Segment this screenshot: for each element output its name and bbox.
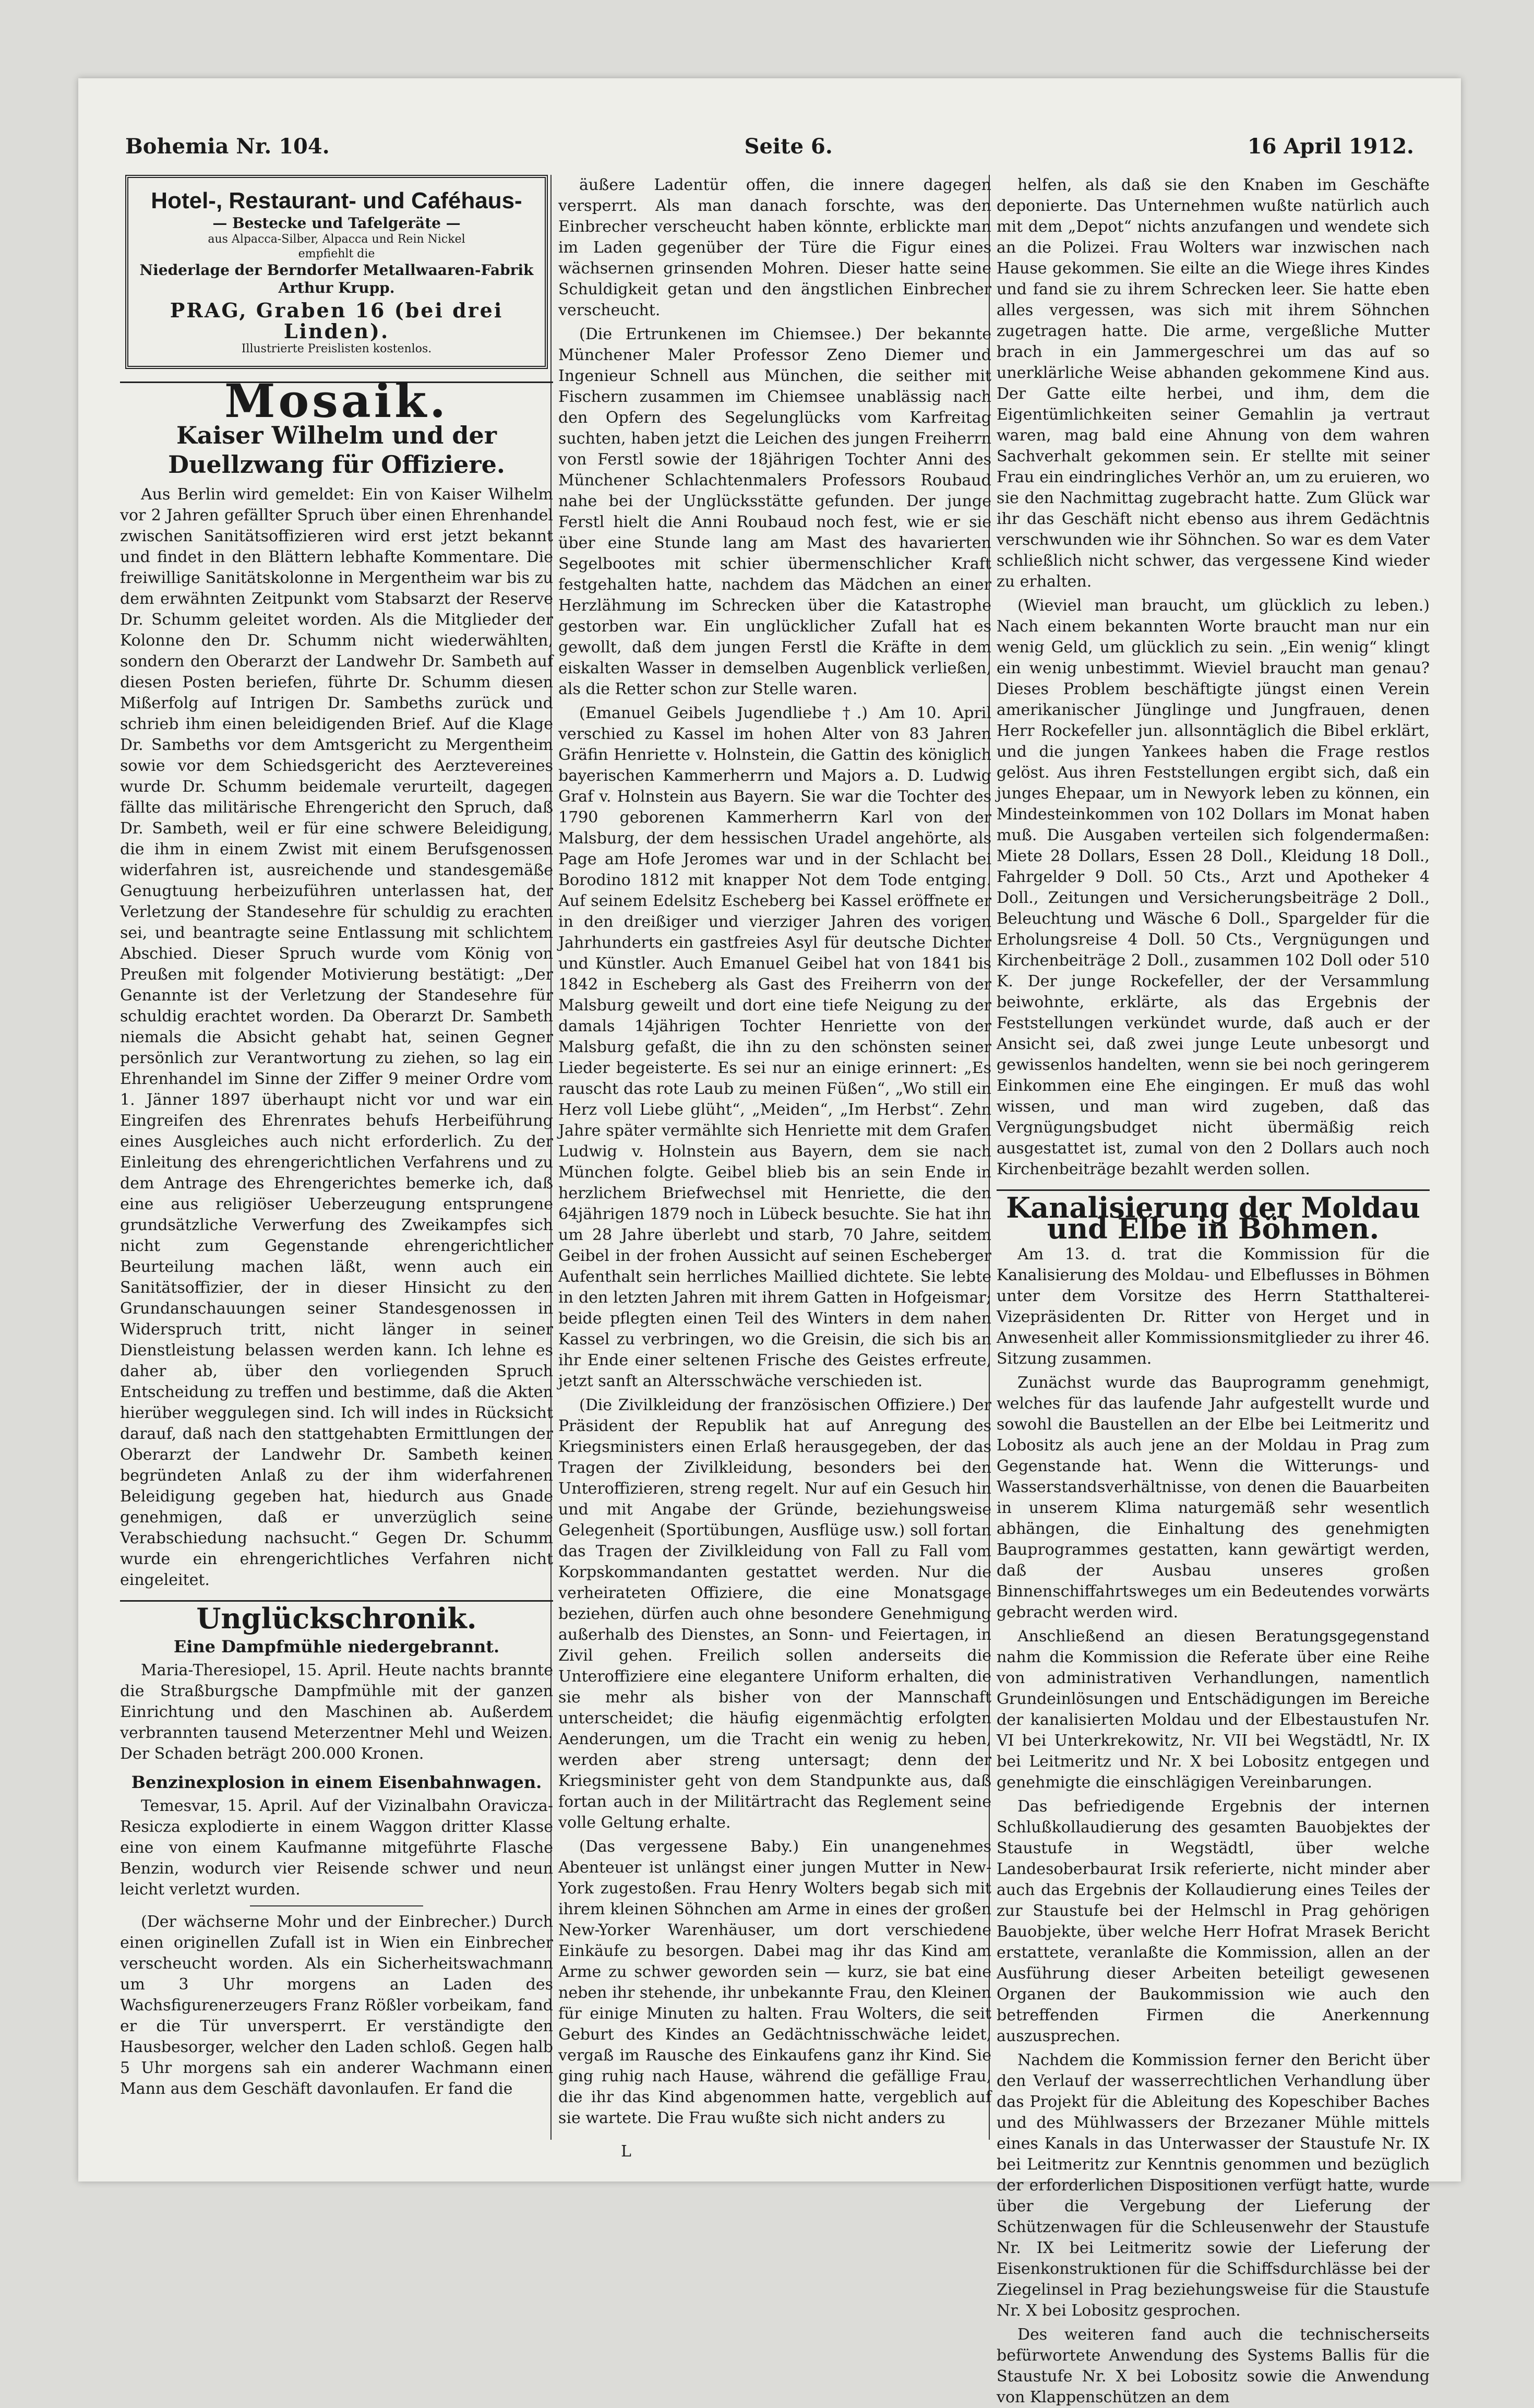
ad-subtitle: — Bestecke und Tafelgeräte — — [212, 214, 461, 232]
article-paragraph: Das befriedigende Ergebnis der internen Schlußkollaudierung des gesamten Bauobjektes der Staustufe in Wegstädtl, über welche Landesoberbaurat Irsik referierte, nicht minder aber auch das Ergebnis der Kollaudierung eines Teiles der zur Staustufe bei der Helmschl in Prag gehörigen Bauobjekte, über welche Herr Hofrat Mrasek Bericht erstattete, veranlaßte die Kommission, allen an der Ausführung dieser Arbeiten beteiligt gewesenen Organen der Baukommission wie auch den betreffenden Firmen die Anerkennung auszusprechen. — [997, 1797, 1430, 2045]
article-paragraph: Anschließend an diesen Beratungsgegenstand nahm die Kommission die Referate über eine Reihe von administrativen Verhandlungen, namentlich Grundeinlösungen und Entschädigungen im Bereiche der kanalisierten Moldau und der Elbestaustufen Nr. VI bei Unterkrekowitz, Nr. VII bei Wegstädtl, Nr. IX bei Leitmeritz und Nr. X bei Lobositz entgegen und genehmigte die einschlägigen Vereinbarungen. — [997, 1627, 1430, 1792]
article-paragraph: Maria-Theresiopel, 15. April. Heute nachts brannte die Straßburgsche Dampfmühle mit der ganzen Einrichtung und den Maschinen ab. Außerdem verbrannten tausend Meterzentner Mehl und Weizen. Der Schaden beträgt 200.000 Kronen. — [120, 1661, 553, 1763]
ad-title: Hotel-, Restaurant- und Caféhaus- — [151, 188, 522, 213]
footer-mark: L — [621, 2142, 631, 2161]
article-paragraph: Am 13. d. trat die Kommission für die Kanalisierung des Moldau- und Elbeflusses in Böhmen unter dem Vorsitze des Herrn Statthalterei-Vizepräsidenten Dr. Ritter von Herget und in Anwesenheit aller Kommissionsmitglieder zu ihrer 46. Sitzung zusammen. — [997, 1245, 1430, 1368]
article-title: Kanalisierung der Moldau und Elbe in Böhmen. — [997, 1189, 1430, 1239]
article-paragraph: (Wieviel man braucht, um glücklich zu leben.) Nach einem bekannten Worte braucht man nur ein wenig Geld, um glücklich zu sein. „Ein wenig“ klingt ein wenig unbestimmt. Wieviel braucht man genau? Dieses Problem beschäftigte jüngst einen Verein amerikanischer Jünglinge und Jungfrauen, denen Herr Rockefeller jun. allsonntäglich die Bibel erklärt, und die jungen Yankees haben die Frage restlos gelöst. Aus ihren Feststellungen ergibt sich, daß ein junges Ehepaar, um in Newyork leben zu können, ein Mindesteinkommen von 102 Dollars im Monat haben muß. Die Ausgaben verteilen sich folgendermaßen: Miete 28 Dollars, Essen 28 Doll., Kleidung 18 Doll., Fahrgelder 9 Doll. 50 Cts., Arzt und Apotheker 4 Doll., Zeitungen und Versicherungsbeiträge 2 Doll., Beleuchtung und Wäsche 6 Doll., Spargelder für die Erholungsreise 4 Doll. 50 Cts., Vergnügungen und Kirchenbeiträge 2 Doll., zusammen 102 Doll oder 510 K. Der junge Rockefeller, der der Versammlung beiwohnte, erklärte, als das Ergebnis der Feststellungen verkündet wurde, daß auch er der Ansicht sei, daß zwei junge Leute unbesorgt und gewissenlos handelten, wenn sie bei noch geringerem Einkommen eine Ehe eingingen. Er muß das wohl wissen, und man wird zugeben, daß das Vergnügungsbudget nicht übermäßig reich ausgestattet ist, zumal von den 2 Dollars auch noch Kirchenbeiträge bezahlt werden sollen. — [997, 597, 1430, 1178]
article-paragraph: (Die Ertrunkenen im Chiemsee.) Der bekannte Münchener Maler Professor Zeno Diemer und Ingenieur Schnell aus München, die seither mit Fischern zusammen im Chiemsee unablässig nach den Opfern des Segelunglücks vom Karfreitag suchten, haben jetzt die Leichen des jungen Freiherrn von Ferstl sowie der 18jährigen Tochter Anni des Münchener Schlachtenmalers Professors Roubaud nahe bei der Unglücksstätte gefunden. Der junge Ferstl hielt die Anni Roubaud noch fest, wie er sie über eine Stunde lang am Mast des havarierten Segelbootes mit schier übermenschlicher Kraft festgehalten hatte, nachdem das Mädchen an einer Herzlähmung im Schrecken über die Katastrophe gestorben war. Ein unglücklicher Zufall hat es gewollt, daß dem jungen Ferstl die Kräfte in dem eiskalten Wasser in demselben Augenblick verließen, als die Retter schon zur Stelle waren. — [558, 325, 991, 698]
newspaper-page — [78, 78, 1461, 2406]
article-paragraph: (Das vergessene Baby.) Ein unangenehmes Abenteuer ist unlängst einer jungen Mutter in New-York zugestoßen. Frau Henry Wolters begab sich mit ihrem kleinen Söhnchen am Arme in eines der großen New-Yorker Warenhäuser, um dort verschiedene Einkäufe zu besorgen. Dabei mag ihr das Kind am Arme zu schwer geworden sein — kurz, sie bat eine neben ihr stehende, ihr unbekannte Frau, den Kleinen für einige Minuten zu halten. Frau Wolters, die seit Geburt des Kindes an Gedächtnisschwäche leidet, vergaß im Rausche des Einkaufens ganz ihr Kind. Sie ging ruhig nach Hause, während die gefällige Frau, die ihr das Kind abgenommen hatte, vergeblich auf sie wartete. Die Frau wußte sich nicht anders zu — [558, 1838, 991, 2127]
masthead-left: Bohemia Nr. 104. — [125, 134, 330, 159]
ad-line: aus Alpacca-Silber, Alpacca und Rein Nickel — [208, 233, 465, 246]
article-paragraph: Aus Berlin wird gemeldet: Ein von Kaiser Wilhelm vor 2 Jahren gefällter Spruch über einen Ehrenhandel zwischen Sanitätsoffizieren wird erst jetzt bekannt und findet in den Blättern lebhafte Kommentare. Die freiwillige Sanitätskolonne in Mergentheim war bis zu dem erwähnten Zeitpunkt vom Stabsarzt der Reserve Dr. Schumm geleitet worden. Als die Mitglieder der Kolonne den Dr. Schumm nicht wiederwählten, sondern den Oberarzt der Landwehr Dr. Sambeth auf diesen Posten beriefen, führte Dr. Schumm diesen Mißerfolg auf Intrigen Dr. Sambeths zurück und schrieb ihm einen beleidigenden Brief. Auf die Klage Dr. Sambeths vor dem Amtsgericht zu Mergentheim sowie vor dem Schiedsgericht des Aerztevereines wurde Dr. Schumm beidemale verurteilt, dagegen fällte das militärische Ehrengericht den Spruch, daß Dr. Sambeth, weil er für eine schwere Beleidigung, die ihm in einem Zwist mit einem Berufsgenossen widerfahren ist, ausreichende und standesgemäße Genugtuung herbeizuführen unterlassen hat, der Verletzung der Standesehre für schuldig zu erachten sei, und beantragte seine Entlassung mit schlichtem Abschied. Dieser Spruch wurde vom König von Preußen mit folgender Motivierung bestätigt: „Der Genannte ist der Verletzung der Standesehre für schuldig erachtet worden. Da Oberarzt Dr. Sambeth niemals die Absicht gehabt hat, seinen Gegner persönlich zur Verantwortung zu ziehen, so lag ein Ehrenhandel im Sinne der Ziffer 9 meiner Ordre vom 1. Jänner 1897 überhaupt nicht vor und war ein Eingreifen des Ehrenrates behufs Herbeiführung eines Ausgleiches auch nicht erforderlich. Zu der Einleitung des ehrengerichtlichen Verfahrens und zu dem Antrage des Ehrengerichtes bemerke ich, daß eine aus religiöser Ueberzeugung entsprungene grundsätzliche Verwerfung des Zweikampfes sich nicht zum Gegenstande ehrengerichtlicher Beurteilung machen läßt, wenn auch ein Sanitätsoffizier, der in dieser Hinsicht zu den Grundanschauungen seiner Standesgenossen in Widerspruch tritt, nicht länger in seiner Dienstleistung belassen werden kann. Ich lehne es daher ab, über den vorliegenden Spruch Entscheidung zu treffen und bestimme, daß die Akten hierüber weggulegen sind. Ich will indes in Rücksicht darauf, daß nach den stattgehabten Ermittlungen der Oberarzt der Landwehr Dr. Sambeth keinen begründeten Anlaß zu der ihm widerfahrenen Beleidigung gegeben hat, hiedurch aus Gnade genehmigen, daß er unverzüglich seine Verabschiedung nachsucht.“ Gegen Dr. Schumm wurde ein ehrengerichtliches Verfahren nicht eingeleitet. — [120, 485, 553, 1589]
ad-address: PRAG, Graben 16 (bei drei Linden). — [170, 299, 504, 343]
chronicle-subtitle: Eine Dampfmühle niedergebrannt. — [173, 1637, 500, 1656]
ad-line: Niederlage der Berndorfer Metallwaaren-Fabrik Arthur Krupp. — [139, 261, 534, 296]
article-paragraph: (Der wächserne Mohr und der Einbrecher.) Durch einen originellen Zufall ist in Wien ein Einbrecher verscheucht worden. Als ein Sicherheitswachmann um 3 Uhr morgens an Laden des Wachsfigurenerzeugers Franz Rößler vorbeikam, fand er die Tür unversperrt. Er verständigte den Hausbesorger, welcher den Laden schloß. Gegen halb 5 Uhr morgens sah ein anderer Wachmann einen Mann aus dem Geschäft davonlaufen. Er fand die — [120, 1913, 553, 2098]
column-2 — [558, 175, 991, 2140]
article-paragraph: Temesvar, 15. April. Auf der Vizinalbahn Oravicza-Resicza explodierte in einem Waggon dritter Klasse eine von einem Kaufmanne mitgeführte Flasche Benzin, wodurch vier Reisende schwer und neun leicht verletzt wurden. — [120, 1797, 553, 1899]
advertisement-box — [125, 175, 548, 369]
page-number: Seite 6. — [744, 134, 833, 159]
article-paragraph: (Emanuel Geibels Jugendliebe †.) Am 10. April verschied zu Kassel im hohen Alter von 83 Jahren Gräfin Henriette v. Holnstein, die Gattin des königlich bayerischen Kammerherrn und Majors a. D. Ludwig Graf v. Holnstein aus Bayern. Sie war die Tochter des 1790 geborenen Kammerherrn Karl von der Malsburg, der dem hessischen Uradel angehörte, als Page am Hofe Jeromes war und in der Schlacht bei Borodino 1812 mit knapper Not dem Tode entging. Auf seinem Edelsitz Escheberg bei Kassel eröffnete er in den dreißiger und vierziger Jahren des vorigen Jahrhunderts ein gastfreies Asyl für deutsche Dichter und Künstler. Auch Emanuel Geibel hat von 1841 bis 1842 in Escheberg als Gast des Freiherrn von der Malsburg geweilt und dort eine tiefe Neigung zu der damals 14jährigen Tochter Henriette von der Malsburg gefaßt, die ihn zu den schönsten seiner Lieder begeisterte. Es sei nur an einige erinnert: „Es rauscht das rote Laub zu meinen Füßen“, „Wo still ein Herz voll Liebe glüht“, „Meiden“, „Im Herbst“. Zehn Jahre später vermählte sich Henriette mit dem Grafen Ludwig v. Holnstein aus Bayern, dem sie nach München folgte. Geibel blieb bis an sein Ende in herzlichem Briefwechsel mit Henriette, die den 64jährigen 1879 noch in Lübeck besuchte. Sie hat ihn um 28 Jahre überlebt und starb, 70 Jahre, seitdem Geibel in der frohen Aussicht auf seinen Escheberger Aufenthalt sein herrliches Maillied dichtete. Sie lebte in den letzten Jahren mit ihrem Gatten in Hofgeismar; beide pflegten einen Teil des Winters in dem nahen Kassel zu verbringen, wo die Greisin, die sich bis an ihr Ende einer seltenen Frische des Geistes erfreute, jetzt sanft an Altersschwäche verschieden ist. — [558, 704, 991, 1390]
column-1 — [120, 175, 553, 2140]
ad-line: Illustrierte Preislisten kostenlos. — [241, 342, 432, 355]
article-paragraph: (Die Zivilkleidung der französischen Offiziere.) Der Präsident der Republik hat auf Anregung des Kriegsministers einen Erlaß herausgegeben, der das Tragen der Zivilkleidung, besonders bei den Unteroffizieren, streng regelt. Nur auf ein Gesuch hin und mit Angabe der Gründe, beziehungsweise Gelegenheit (Sportübungen, Ausflüge usw.) soll fortan das Tragen der Zivilkleidung von Fall zu Fall vom Korpskommandanten gestattet werden. Nur die verheirateten Offiziere, die eine Monatsgage beziehen, dürfen auch ohne besondere Genehmigung außerhalb des Dienstes, an Sonn- und Feiertagen, in Zivil gehen. Freilich sollen anderseits die Unteroffiziere eine elegantere Uniform erhalten, die sie mehr als bisher von der Mannschaft unterscheidet; die häufig eigenmächtig erfolgten Aenderungen, um die Tracht ein wenig zu heben, werden aber streng untersagt; denn der Kriegsminister geht von dem Standpunkte aus, daß fortan auch in der Militärtracht das Reglement seine volle Geltung erhalte. — [558, 1396, 991, 1832]
page-header — [125, 128, 1414, 164]
section-title: Mosaik. — [120, 382, 553, 411]
article-paragraph: Nachdem die Kommission ferner den Bericht über den Verlauf der wasserrechtlichen Verhandlung über das Projekt für die Ableitung des Kopeschiber Baches und des Mühlwassers der Brzezaner Mühle mittels eines Kanals in das Unterwasser der Staustufe Nr. IX bei Leitmeritz zur Kenntnis genommen und bezüglich der erforderlichen Dispositionen verfügt hatte, wurde über die Vergebung der Lieferung der Schützenwagen für die Schleusenwehr der Staustufe Nr. IX bei Leitmeritz sowie der Lieferung der Eisenkonstruktionen für die Schiffsdurchlässe bei der Ziegelinsel in Prag beziehungsweise für die Staustufe Nr. X bei Lobositz gesprochen. — [997, 2051, 1430, 2320]
article-paragraph: äußere Ladentür offen, die innere dagegen versperrt. Als man danach forschte, was den Einbrecher verscheucht haben könnte, erblickte man im Laden gegenüber der Türe die Figur eines wächsernen grinsenden Mohren. Dieser hatte seine Schuldigkeit getan und den ängstlichen Einbrecher verscheucht. — [558, 176, 991, 319]
ad-line: empfiehlt die — [298, 247, 375, 260]
chronicle-title: Unglückschronik. — [120, 1600, 553, 1629]
article-paragraph: helfen, als daß sie den Knaben im Geschäfte deponierte. Das Unternehmen wußte natürlich auch mit dem „Depot“ nichts anzufangen und wendete sich an die Polizei. Frau Wolters war inzwischen nach Hause gekommen. Sie eilte an die Wiege ihres Kindes und fand sie zu ihrem Schrecken leer. Sie hatte eben alles vergessen, was sich mit ihrem Söhnchen zugetragen hatte. Die arme, vergeßliche Mutter brach in ein Jammergeschrei um das auf so unerklärliche Weise abhanden gekommene Kind aus. Der Gatte eilte herbei, und ihm, dem die Eigentümlichkeiten seiner Gemahlin ja vertraut waren, mag bald eine Ahnung von dem wahren Sachverhalt gekommen sein. Er stellte mit seiner Frau ein eindringliches Verhör an, um zu eruieren, wo sie den Nachmittag zugebracht hatte. Zum Glück war ihr das Geschäft nicht ebenso aus ihrem Gedächtnis verschwunden wie ihr Söhnchen. So war es dem Vater schließlich nicht schwer, das vergessene Kind wieder zu erhalten. — [997, 176, 1430, 591]
article-paragraph: Zunächst wurde das Bauprogramm genehmigt, welches für das laufende Jahr aufgestellt wurde und sowohl die Baustellen an der Elbe bei Leitmeritz und Lobositz als auch jene an der Moldau in Prag zum Gegenstande hat. Wenn die Witterungs- und Wasserstandsverhältnisse, von denen die Bauarbeiten in unserem Klima naturgemäß sehr wesentlich abhängen, die Einhaltung des genehmigten Bauprogrammes gestatten, kann gewärtigt werden, daß der Ausbau unseres großen Binnenschiffahrtsweges um ein Bedeutendes vorwärts gebracht werden wird. — [997, 1374, 1430, 1622]
article-paragraph: Des weiteren fand auch die technischerseits befürwortete Anwendung des Systems Ballis für die Staustufe Nr. X bei Lobositz sowie die Anwendung von Klappenschützen an dem — [997, 2326, 1430, 2406]
separator — [250, 1905, 423, 1906]
issue-date: 16 April 1912. — [1247, 134, 1414, 159]
article-title: Kaiser Wilhelm und der Duellzwang für Offiziere. — [168, 421, 505, 479]
column-3 — [997, 175, 1430, 2406]
chronicle-subtitle: Benzinexplosion in einem Eisenbahnwagen. — [131, 1772, 542, 1792]
